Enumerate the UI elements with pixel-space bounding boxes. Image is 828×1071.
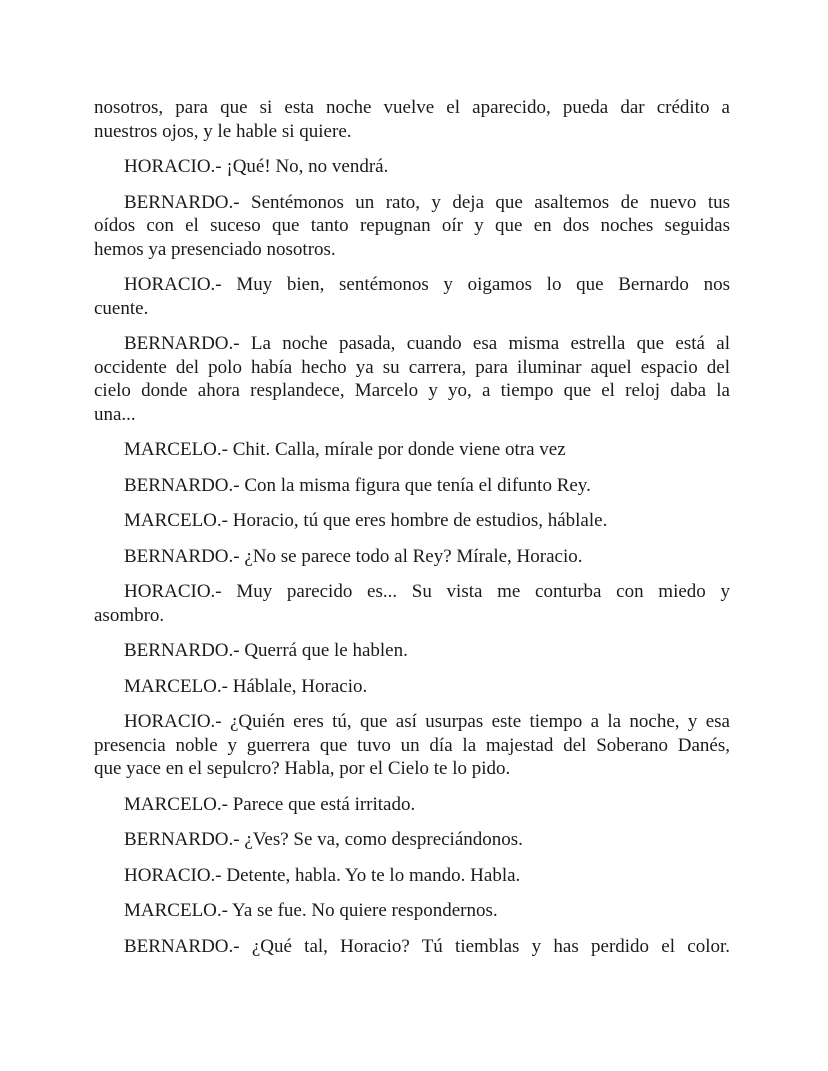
dialogue-paragraph xyxy=(94,474,730,498)
text-line: MARCELO.- Parece que está irritado. xyxy=(124,793,416,815)
text-line: BERNARDO.- ¿Ves? Se va, como despreciándonos. xyxy=(124,829,523,850)
text-line: una... xyxy=(94,403,136,425)
dialogue-paragraph xyxy=(94,899,730,923)
page-text xyxy=(94,96,730,958)
text-line: BERNARDO.- ¿No se parece todo al Rey? Mírale, Horacio. xyxy=(124,545,583,567)
text-line: HORACIO.- Muy bien, sentémonos y oigamos lo que Bernardo nos xyxy=(124,274,730,295)
text-line: HORACIO.- ¡Qué! No, no vendrá. xyxy=(124,156,389,177)
dialogue-paragraph xyxy=(94,639,730,663)
text-line: oídos con el suceso que tanto repugnan oír y que en dos noches seguidas xyxy=(94,215,730,236)
dialogue-paragraph xyxy=(94,580,730,627)
dialogue-paragraph xyxy=(94,545,730,569)
text-line: nuestros ojos, y le hable si quiere. xyxy=(94,120,352,142)
text-line: hemos ya presenciado nosotros. xyxy=(94,238,336,260)
text-line: nosotros, para que si esta noche vuelve el aparecido, pueda dar crédito a xyxy=(94,97,730,118)
text-line: cielo donde ahora resplandece, Marcelo y yo, a tiempo que el reloj daba la xyxy=(94,380,730,401)
text-line: BERNARDO.- Querrá que le hablen. xyxy=(124,640,408,661)
text-line: cuente. xyxy=(94,297,149,319)
text-line: MARCELO.- Chit. Calla, mírale por donde viene otra vez xyxy=(124,439,566,460)
text-line: HORACIO.- ¿Quién eres tú, que así usurpas este tiempo a la noche, y esa xyxy=(124,711,730,732)
text-line: occidente del polo había hecho ya su carrera, para iluminar aquel espacio del xyxy=(94,356,730,378)
text-line: asombro. xyxy=(94,604,165,626)
text-line: HORACIO.- Muy parecido es... Su vista me conturba con miedo y xyxy=(124,581,730,602)
dialogue-paragraph xyxy=(94,273,730,320)
text-line: BERNARDO.- ¿Qué tal, Horacio? Tú tiemblas y has perdido el color. xyxy=(124,935,730,957)
dialogue-paragraph xyxy=(94,675,730,699)
dialogue-paragraph xyxy=(94,509,730,533)
text-line: MARCELO.- Horacio, tú que eres hombre de estudios, háblale. xyxy=(124,510,608,531)
dialogue-paragraph xyxy=(94,438,730,462)
continuation-paragraph xyxy=(94,96,730,143)
text-line: MARCELO.- Ya se fue. No quiere respondernos. xyxy=(124,900,498,921)
text-line: BERNARDO.- Sentémonos un rato, y deja que asaltemos de nuevo tus xyxy=(124,191,730,213)
dialogue-paragraph xyxy=(94,332,730,426)
text-line: presencia noble y guerrera que tuvo un día la majestad del Soberano Danés, xyxy=(94,734,730,756)
dialogue-paragraph xyxy=(94,155,730,179)
dialogue-paragraph xyxy=(94,793,730,817)
dialogue-paragraph xyxy=(94,191,730,262)
text-line: que yace en el sepulcro? Habla, por el Cielo te lo pido. xyxy=(94,758,511,779)
text-line: BERNARDO.- Con la misma figura que tenía el difunto Rey. xyxy=(124,474,591,496)
dialogue-paragraph xyxy=(94,828,730,852)
dialogue-paragraph xyxy=(94,864,730,888)
text-line: BERNARDO.- La noche pasada, cuando esa misma estrella que está al xyxy=(124,333,730,354)
text-line: HORACIO.- Detente, habla. Yo te lo mando. Habla. xyxy=(124,864,521,886)
dialogue-paragraph xyxy=(94,710,730,781)
text-line: MARCELO.- Háblale, Horacio. xyxy=(124,675,368,697)
dialogue-paragraph xyxy=(94,935,730,959)
